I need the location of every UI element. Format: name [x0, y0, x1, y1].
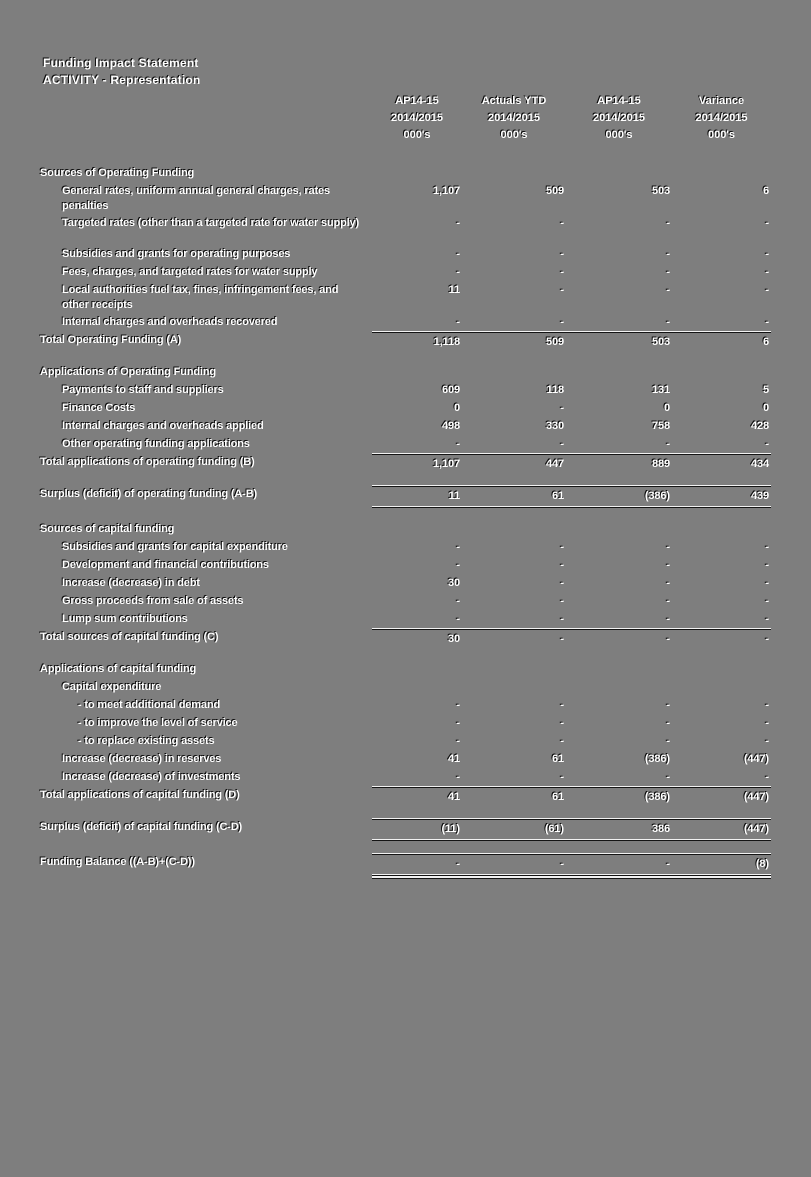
column-header-variance [672, 93, 771, 144]
cell-value [372, 678, 462, 696]
column-header-ap14-15 [566, 93, 672, 144]
cell-value: - [666, 217, 670, 229]
cell-value: 609 [441, 384, 460, 396]
cell-value: (386) [566, 786, 672, 805]
table-row [40, 435, 771, 453]
cell-value: - [462, 853, 566, 875]
row-label: Gross proceeds from sale of assets [62, 595, 244, 607]
cell-value [672, 520, 771, 538]
row-spacer [40, 507, 771, 520]
cell-value: - [456, 266, 460, 278]
cell-value: - [456, 316, 460, 328]
cell-value: 509 [462, 331, 566, 350]
section-header-row [40, 520, 771, 538]
column-header-line: Variance [698, 95, 745, 107]
cell-value: 503 [651, 185, 670, 197]
cell-value [372, 164, 462, 182]
cell-value: 11 [372, 485, 462, 507]
cell-value: 1,118 [372, 331, 462, 350]
cell-value: - [372, 853, 462, 875]
cell-value: - [666, 577, 670, 589]
cell-value [372, 363, 462, 381]
cell-value: - [560, 316, 564, 328]
cell-value: 386 [566, 818, 672, 840]
cell-value: 0 [762, 402, 769, 414]
cell-value: - [765, 595, 769, 607]
cell-value: (447) [672, 786, 771, 805]
cell-value [462, 520, 566, 538]
section-header-row [40, 164, 771, 182]
row-spacer [40, 840, 771, 853]
row-label: Applications of capital funding [40, 663, 197, 675]
cell-value: 758 [651, 420, 670, 432]
row-label: Total sources of capital funding (C) [40, 631, 219, 643]
cell-value: 41 [372, 786, 462, 805]
cell-value: - [566, 628, 672, 647]
cell-value: - [560, 717, 564, 729]
column-header-line: 000's [605, 129, 633, 141]
table-row [40, 538, 771, 556]
cell-value [462, 363, 566, 381]
cell-value: - [765, 266, 769, 278]
cell-value: - [560, 771, 564, 783]
row-label: - to improve the level of service [78, 717, 238, 729]
table-row [40, 263, 771, 281]
row-label: Fees, charges, and targeted rates for water supply [62, 266, 318, 278]
cell-value: - [666, 595, 670, 607]
cell-value: - [456, 735, 460, 747]
row-label: Applications of Operating Funding [40, 366, 216, 378]
surplus-row [40, 485, 771, 507]
cell-value: (447) [672, 818, 771, 840]
table-row [40, 556, 771, 574]
cell-value: 0 [663, 402, 670, 414]
cell-value: 447 [462, 453, 566, 472]
column-header-row [40, 91, 771, 144]
row-label: Internal charges and overheads recovered [62, 316, 278, 328]
cell-value: - [560, 559, 564, 571]
cell-value: - [560, 595, 564, 607]
cell-value: - [456, 248, 460, 260]
row-label: Targeted rates (other than a targeted rate for water supply) [62, 217, 360, 229]
table-row [40, 592, 771, 610]
row-label: Internal charges and overheads applied [62, 420, 264, 432]
row-label: General rates, uniform annual general charges, rates penalties [62, 185, 330, 212]
cell-value: 330 [545, 420, 564, 432]
funding-balance-row [40, 853, 771, 875]
cell-value: 30 [372, 628, 462, 647]
row-label: Development and financial contributions [62, 559, 269, 571]
column-header-line: 000's [500, 129, 528, 141]
row-label: Increase (decrease) of investments [62, 771, 241, 783]
row-label: Sources of Operating Funding [40, 167, 195, 179]
cell-value: - [560, 266, 564, 278]
table-row [40, 399, 771, 417]
cell-value [566, 660, 672, 678]
table-row [40, 182, 771, 214]
cell-value: - [765, 559, 769, 571]
document-body [40, 55, 771, 875]
cell-value: - [765, 735, 769, 747]
cell-value [372, 520, 462, 538]
table-row [40, 245, 771, 263]
cell-value: - [456, 699, 460, 711]
cell-value: 428 [750, 420, 769, 432]
cell-value [462, 164, 566, 182]
row-label: Increase (decrease) in debt [62, 577, 200, 589]
cell-value: - [456, 559, 460, 571]
activity-subtitle: ACTIVITY - Representation [43, 73, 201, 87]
column-header-line: 000's [707, 129, 736, 141]
table-subrow [40, 696, 771, 714]
column-header-line: AP14-15 [395, 95, 439, 107]
cell-value: 434 [672, 453, 771, 472]
cell-value: - [456, 613, 460, 625]
cell-value: 61 [462, 786, 566, 805]
cell-value: - [765, 771, 769, 783]
cell-value: - [560, 402, 564, 414]
cell-value: (8) [672, 853, 771, 875]
row-spacer [40, 805, 771, 818]
table-row [40, 768, 771, 786]
statement-table [40, 164, 771, 875]
column-header-spacer [40, 91, 372, 144]
cell-value: - [560, 438, 564, 450]
cell-value: - [666, 771, 670, 783]
cell-value: - [560, 248, 564, 260]
cell-value: - [456, 717, 460, 729]
cell-value: - [765, 717, 769, 729]
column-header-budget [372, 93, 462, 144]
cell-value [566, 678, 672, 696]
cell-value: 1,107 [372, 453, 462, 472]
table-row [40, 417, 771, 435]
cell-value: - [765, 217, 769, 229]
cell-value: 61 [551, 753, 564, 765]
row-spacer [40, 647, 771, 660]
cell-value: - [456, 541, 460, 553]
cell-value: - [560, 217, 564, 229]
row-spacer [40, 232, 771, 245]
cell-value: (11) [372, 818, 462, 840]
cell-value: 498 [441, 420, 460, 432]
cell-value: - [765, 438, 769, 450]
row-label: Finance Costs [62, 402, 136, 414]
column-header-line: 000's [403, 129, 431, 141]
column-header-line: 2014/2015 [593, 112, 645, 124]
table-row [40, 610, 771, 628]
cell-value: 503 [566, 331, 672, 350]
cell-value: 131 [651, 384, 670, 396]
cell-value: 6 [672, 331, 771, 350]
row-label: Other operating funding applications [62, 438, 250, 450]
cell-value: 439 [672, 485, 771, 507]
cell-value: - [666, 284, 670, 296]
cell-value: - [765, 284, 769, 296]
cell-value: - [666, 541, 670, 553]
row-label: Sources of capital funding [40, 523, 175, 535]
row-label: Lump sum contributions [62, 613, 188, 625]
row-label: Surplus (deficit) of capital funding (C-D) [40, 821, 243, 833]
cell-value [566, 164, 672, 182]
cell-value [566, 363, 672, 381]
surplus-row [40, 818, 771, 840]
cell-value: - [566, 853, 672, 875]
cell-value: - [765, 316, 769, 328]
cell-value: - [456, 217, 460, 229]
section-header-row [40, 660, 771, 678]
cell-value: - [560, 735, 564, 747]
row-label: Total applications of capital funding (D) [40, 789, 240, 801]
row-label: - to replace existing assets [78, 735, 215, 747]
row-label: Capital expenditure [62, 681, 162, 693]
cell-value [672, 164, 771, 182]
cell-value: - [560, 284, 564, 296]
cell-value [672, 678, 771, 696]
cell-value: - [765, 541, 769, 553]
cell-value: 0 [453, 402, 460, 414]
cell-value: - [456, 771, 460, 783]
cell-value [566, 520, 672, 538]
cell-value: - [666, 559, 670, 571]
subheader-row [40, 678, 771, 696]
total-row [40, 453, 771, 472]
table-row [40, 574, 771, 592]
row-label: Surplus (deficit) of operating funding (A-B) [40, 488, 258, 500]
cell-value: (386) [566, 485, 672, 507]
cell-value: - [666, 699, 670, 711]
cell-value: 30 [447, 577, 460, 589]
cell-value: 41 [447, 753, 460, 765]
row-label: Subsidies and grants for operating purposes [62, 248, 291, 260]
table-row [40, 750, 771, 768]
cell-value: - [462, 628, 566, 647]
cell-value: 5 [762, 384, 769, 396]
cell-value: - [666, 613, 670, 625]
row-label: Payments to staff and suppliers [62, 384, 224, 396]
cell-value: - [666, 735, 670, 747]
page-title: Funding Impact Statement [43, 56, 199, 70]
table-row [40, 281, 771, 313]
table-subrow [40, 732, 771, 750]
cell-value: - [560, 577, 564, 589]
row-label: Local authorities fuel tax, fines, infringement fees, and other receipts [62, 284, 339, 311]
row-label: Increase (decrease) in reserves [62, 753, 222, 765]
cell-value [372, 660, 462, 678]
column-header-line: 2014/2015 [695, 112, 748, 124]
row-label: Funding Balance ((A-B)+(C-D)) [40, 856, 195, 868]
row-label: Total applications of operating funding (B) [40, 456, 255, 468]
cell-value: (386) [644, 753, 670, 765]
cell-value: (61) [462, 818, 566, 840]
cell-value [672, 660, 771, 678]
title-block [43, 55, 771, 89]
cell-value: - [765, 577, 769, 589]
total-row [40, 628, 771, 647]
cell-value: - [456, 595, 460, 607]
column-header-line: Actuals YTD [481, 95, 547, 107]
cell-value: - [765, 248, 769, 260]
section-header-row [40, 363, 771, 381]
cell-value: 1,107 [432, 185, 460, 197]
cell-value [462, 678, 566, 696]
table-subrow [40, 714, 771, 732]
row-label: Total Operating Funding (A) [40, 334, 182, 346]
row-label: - to meet additional demand [78, 699, 221, 711]
table-row [40, 381, 771, 399]
cell-value [462, 660, 566, 678]
cell-value: - [456, 438, 460, 450]
cell-value: 61 [462, 485, 566, 507]
cell-value: 11 [448, 284, 460, 296]
column-header-line: 2014/2015 [488, 112, 540, 124]
table-row [40, 214, 771, 232]
column-header-actuals-ytd [462, 93, 566, 144]
column-header-line: AP14-15 [597, 95, 641, 107]
cell-value: - [666, 717, 670, 729]
cell-value: - [666, 316, 670, 328]
cell-value: (447) [743, 753, 769, 765]
cell-value: 889 [566, 453, 672, 472]
total-row [40, 331, 771, 350]
cell-value: 6 [762, 185, 769, 197]
cell-value: - [560, 541, 564, 553]
total-row [40, 786, 771, 805]
row-label: Subsidies and grants for capital expenditure [62, 541, 288, 553]
cell-value: - [765, 613, 769, 625]
row-spacer [40, 350, 771, 363]
cell-value: 509 [545, 185, 564, 197]
column-header-line: 2014/2015 [391, 112, 443, 124]
cell-value: - [560, 613, 564, 625]
row-spacer [40, 472, 771, 485]
cell-value: - [765, 699, 769, 711]
cell-value: 118 [546, 384, 564, 396]
cell-value: - [666, 248, 670, 260]
cell-value [672, 363, 771, 381]
cell-value: - [672, 628, 771, 647]
cell-value: - [666, 438, 670, 450]
cell-value: - [560, 699, 564, 711]
cell-value: - [666, 266, 670, 278]
table-row [40, 313, 771, 331]
